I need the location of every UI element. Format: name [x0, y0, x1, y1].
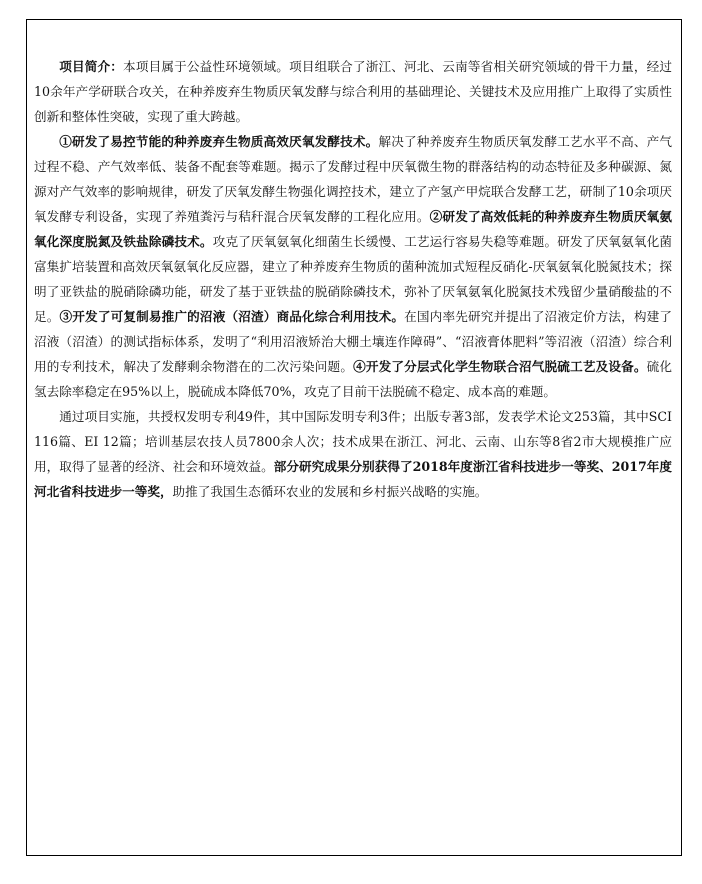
achievement-4-text: 硫化氢去除率稳定在95%以上，脱硫成本降低70%，攻克了目前干法脱硫不稳定、成本高的难题。: [34, 359, 673, 399]
achievement-2-title: ②研发了高效低耗的种养废弃生物质厌氧氨氧化深度脱氮及铁盐除磷技术。: [34, 209, 673, 249]
achievement-2-text: 攻克了厌氧氨氧化细菌生长缓慢、工艺运行容易失稳等难题。研发了厌氧氨氧化菌富集扩培装置和高效厌氧氨氧化反应器，建立了种养废弃生物质的菌种流加式短程反硝化-厌氧氨氧化脱氮技术；探明了亚铁盐的脱硝除磷功能，研发了基于亚铁盐的脱硝除磷技术，弥补了厌氧氨氧化脱氮技术残留少量硝酸盐的不足。: [34, 234, 673, 324]
awards-text: 部分研究成果分别获得了2018年度浙江省科技进步一等奖、2017年度河北省科技进步一等奖，: [34, 459, 672, 499]
achievement-1-title: ①研发了易控节能的种养废弃生物质高效厌氧发酵技术。: [59, 134, 379, 149]
achievement-4-title: ④开发了分层式化学生物联合沼气脱硫工艺及设备。: [353, 359, 647, 374]
intro-label: 项目简介：: [59, 59, 124, 74]
achievement-3-title: ③开发了可复制易推广的沼液（沼渣）商品化综合利用技术。: [59, 309, 405, 324]
intro-paragraph: [34, 54, 672, 129]
document-body: [34, 54, 672, 504]
results-paragraph: [34, 404, 672, 504]
closing-text: 助推了我国生态循环农业的发展和乡村振兴战略的实施。: [172, 484, 488, 499]
intro-text: 本项目属于公益性环境领域。项目组联合了浙江、河北、云南等省相关研究领域的骨干力量，经过10余年产学研联合攻关，在种养废弃生物质厌氧发酵与综合利用的基础理论、关键技术及应用推广上取得了实质性创新和整体性突破，实现了重大跨越。: [34, 59, 673, 124]
achievements-paragraph: [34, 129, 672, 404]
results-text: 通过项目实施，共授权发明专利49件，其中国际发明专利3件；出版专著3部，发表学术论文253篇，其中SCI 116篇、EI 12篇；培训基层农技人员7800余人次；技术成果在浙江、河北、云南、山东等8省2市大规模推广应用，取得了显著的经济、社会和环境效益。: [34, 409, 672, 474]
achievement-3-text: 在国内率先研究并提出了沼液定价方法，构建了沼液（沼渣）的测试指标体系，发明了“利用沼液矫治大棚土壤连作障碍”、“沼液膏体肥料”等沼液（沼渣）综合利用的专利技术，解决了发酵剩余物潜在的二次污染问题。: [34, 309, 673, 374]
achievement-1-text: 解决了种养废弃生物质厌氧发酵工艺水平不高、产气过程不稳、产气效率低、装备不配套等难题。揭示了发酵过程中厌氧微生物的群落结构的动态特征及多种碳源、氮源对产气效率的影响规律，研发了厌氧发酵生物强化调控技术，建立了产氢产甲烷联合发酵工艺，研制了10余项厌氧发酵专利设备，实现了养殖粪污与秸秆混合厌氧发酵的工程化应用。: [34, 134, 673, 224]
